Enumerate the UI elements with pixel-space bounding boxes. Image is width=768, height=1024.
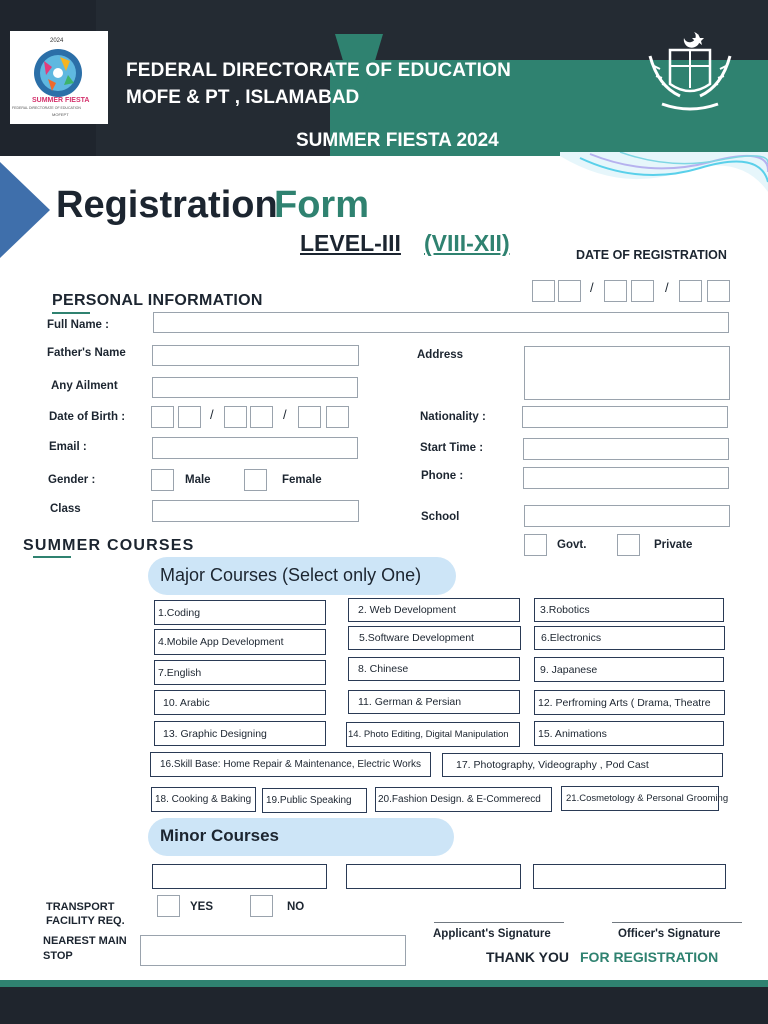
transport-label-line1: TRANSPORT [46, 901, 115, 913]
class-field[interactable] [152, 500, 359, 522]
reg-date-year-digit-2[interactable] [707, 280, 730, 302]
logo-name: SUMMER FIESTA [32, 97, 90, 104]
father-name-label: Father's Name [47, 347, 126, 359]
reg-date-month-digit-2[interactable] [631, 280, 654, 302]
phone-label: Phone : [421, 470, 464, 482]
dob-month-digit-1[interactable] [224, 406, 247, 428]
phone-field[interactable] [523, 467, 729, 489]
minor-course-field-1[interactable] [152, 864, 327, 889]
officer-signature-label: Officer's Signature [618, 928, 721, 940]
reg-date-slash: / [665, 280, 669, 295]
logo-year: 2024 [50, 38, 64, 44]
school-private-label: Private [654, 539, 693, 551]
level-label: LEVEL-III [300, 230, 401, 256]
dob-slash: / [283, 407, 287, 422]
gender-label: Gender : [48, 474, 96, 486]
course-option[interactable]: 4.Mobile App Development [154, 629, 326, 655]
email-field[interactable] [152, 437, 358, 459]
dob-year-digit-2[interactable] [326, 406, 349, 428]
gender-female-checkbox[interactable] [244, 469, 267, 491]
form-title-registration: Registration [56, 184, 278, 226]
school-label: School [421, 511, 460, 523]
nearest-stop-label-line1: NEAREST MAIN [43, 935, 127, 947]
major-courses-heading: Major Courses (Select only One) [148, 557, 456, 595]
header-org-line2: MOFE & PT , ISLAMABAD [126, 87, 360, 108]
reg-date-day-digit-2[interactable] [558, 280, 581, 302]
course-option[interactable]: 11. German & Persian [348, 690, 520, 714]
gender-male-label: Male [185, 474, 211, 486]
school-govt-checkbox[interactable] [524, 534, 547, 556]
minor-course-field-2[interactable] [346, 864, 521, 889]
reg-date-slash: / [590, 280, 594, 295]
school-field[interactable] [524, 505, 730, 527]
dob-month-digit-2[interactable] [250, 406, 273, 428]
address-field[interactable] [524, 346, 730, 400]
thank-you-text: THANK YOU [486, 949, 569, 965]
minor-course-field-3[interactable] [533, 864, 726, 889]
course-option[interactable]: 21.Cosmetology & Personal Grooming [561, 786, 719, 811]
applicant-signature-label: Applicant's Signature [433, 928, 551, 940]
header-event-title: SUMMER FIESTA 2024 [296, 130, 499, 151]
gender-female-label: Female [282, 474, 322, 486]
transport-yes-checkbox[interactable] [157, 895, 180, 917]
footer-bar [0, 987, 768, 1024]
course-option[interactable]: 1.Coding [154, 600, 326, 625]
course-option[interactable]: 3.Robotics [534, 598, 724, 622]
header-org-line1: FEDERAL DIRECTORATE OF EDUCATION [126, 60, 511, 81]
reg-date-month-digit-1[interactable] [604, 280, 627, 302]
officer-signature-line[interactable] [612, 922, 742, 923]
course-option[interactable]: 19.Public Speaking [262, 788, 367, 813]
class-label: Class [50, 503, 81, 515]
minor-courses-heading: Minor Courses [148, 818, 454, 856]
for-registration-text: FOR REGISTRATION [580, 949, 719, 965]
course-option[interactable]: 7.English [154, 660, 326, 685]
course-option[interactable]: 12. Perfroming Arts ( Drama, Theatre [534, 690, 725, 715]
course-option[interactable]: 6.Electronics [534, 626, 725, 650]
reg-date-day-digit-1[interactable] [532, 280, 555, 302]
course-option[interactable]: 14. Photo Editing, Digital Manipulation [346, 722, 520, 747]
start-time-label: Start Time : [420, 442, 484, 454]
course-option[interactable]: 20.Fashion Design. & E-Commerecd [375, 787, 552, 812]
start-time-field[interactable] [523, 438, 729, 460]
address-label: Address [417, 349, 464, 361]
course-option[interactable]: 13. Graphic Designing [154, 721, 326, 746]
state-emblem-icon [640, 26, 740, 122]
transport-yes-label: YES [190, 901, 214, 913]
personal-info-heading: PERSONAL INFORMATION [52, 292, 263, 309]
applicant-signature-line[interactable] [434, 922, 564, 923]
gender-male-checkbox[interactable] [151, 469, 174, 491]
dob-day-digit-1[interactable] [151, 406, 174, 428]
email-label: Email : [49, 441, 87, 453]
transport-no-label: NO [287, 901, 305, 913]
date-of-registration-label: DATE OF REGISTRATION [576, 248, 727, 262]
full-name-label: Full Name : [47, 319, 109, 331]
school-private-checkbox[interactable] [617, 534, 640, 556]
course-option[interactable]: 2. Web Development [348, 598, 520, 622]
form-title-form: Form [274, 184, 369, 226]
summer-fiesta-logo [10, 31, 108, 124]
dob-day-digit-2[interactable] [178, 406, 201, 428]
left-arrow-decoration [0, 162, 50, 258]
course-option[interactable]: 18. Cooking & Baking [151, 787, 256, 812]
heading-underline [52, 312, 90, 314]
logo-tag: MOFEPT [52, 112, 69, 117]
course-option[interactable]: 8. Chinese [348, 657, 520, 681]
date-of-birth-label: Date of Birth : [49, 411, 126, 423]
dob-year-digit-1[interactable] [298, 406, 321, 428]
footer-teal-stripe [0, 980, 768, 987]
course-option[interactable]: 17. Photography, Videography , Pod Cast [442, 753, 723, 777]
course-option[interactable]: 16.Skill Base: Home Repair & Maintenance, Electric Works [150, 752, 431, 777]
transport-no-checkbox[interactable] [250, 895, 273, 917]
logo-subtitle: FEDERAL DIRECTORATE OF EDUCATION [12, 106, 81, 110]
nearest-stop-label-line2: STOP [43, 950, 73, 962]
course-option[interactable]: 5.Software Development [348, 626, 521, 650]
transport-label-line2: FACILITY REQ. [46, 915, 125, 927]
any-ailment-field[interactable] [152, 377, 358, 398]
heading-underline [33, 556, 71, 558]
level-range: (VIII-XII) [424, 230, 510, 256]
full-name-field[interactable] [153, 312, 729, 333]
nationality-label: Nationality : [420, 411, 486, 423]
nearest-stop-field[interactable] [140, 935, 406, 966]
any-ailment-label: Any Ailment [51, 380, 118, 392]
school-govt-label: Govt. [557, 539, 587, 551]
course-option[interactable]: 15. Animations [534, 721, 724, 746]
father-name-field[interactable] [152, 345, 359, 366]
course-option[interactable]: 9. Japanese [534, 657, 724, 682]
course-option[interactable]: 10. Arabic [154, 690, 326, 715]
reg-date-year-digit-1[interactable] [679, 280, 702, 302]
summer-courses-heading: SUMMER COURSES [23, 537, 195, 554]
nationality-field[interactable] [522, 406, 728, 428]
dob-slash: / [210, 407, 214, 422]
wave-decoration [560, 152, 768, 212]
